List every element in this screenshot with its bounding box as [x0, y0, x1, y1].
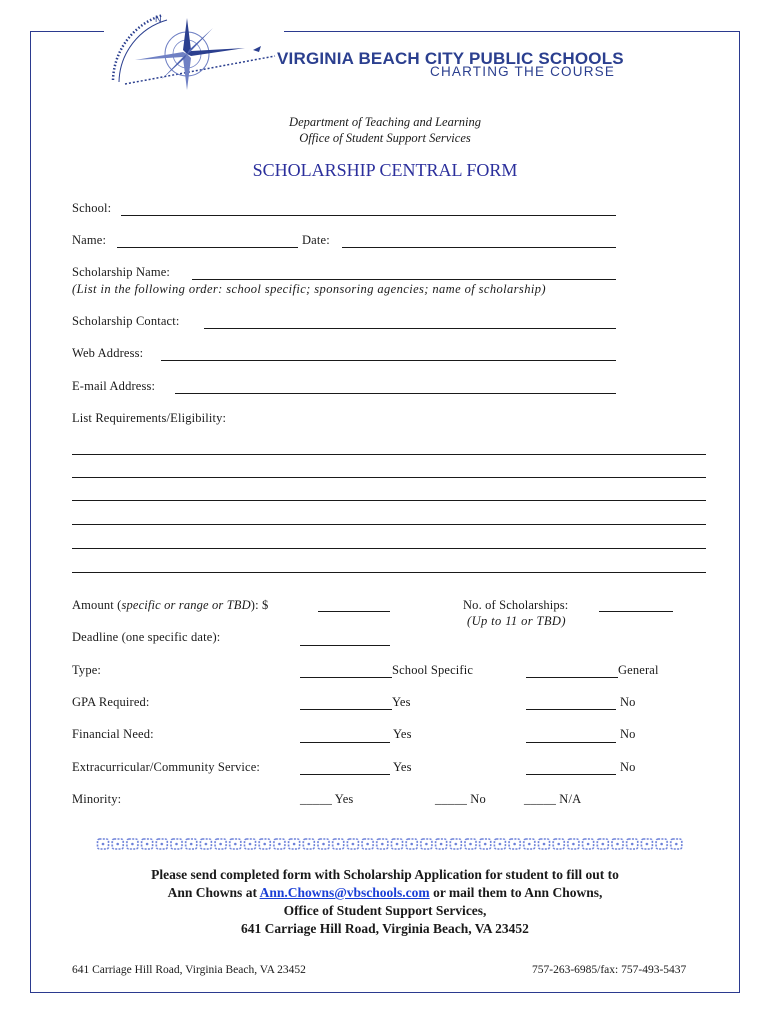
no-scholarships-note: (Up to 11 or TBD)	[467, 614, 566, 628]
financial-need-label: Financial Need:	[72, 727, 154, 741]
instructions-line-2-pre: Ann Chowns at	[167, 885, 260, 900]
instructions-line-4: 641 Carriage Hill Road, Virginia Beach, VA 23452	[241, 921, 529, 936]
type-general-blank[interactable]	[526, 677, 618, 678]
extracurricular-yes-blank[interactable]	[300, 774, 390, 775]
scholarship-name-field[interactable]	[192, 279, 616, 280]
instructions-line-1: Please send completed form with Scholarship Application for student to fill out to	[151, 867, 619, 882]
gpa-yes-blank[interactable]	[300, 709, 392, 710]
type-school-specific-blank[interactable]	[300, 677, 392, 678]
type-school-specific-option: School Specific	[392, 663, 474, 677]
deadline-field[interactable]	[300, 645, 390, 646]
requirements-label: List Requirements/Eligibility:	[72, 411, 227, 425]
minority-yes-option[interactable]: _____ Yes	[300, 792, 354, 806]
form-title: SCHOLARSHIP CENTRAL FORM	[252, 160, 518, 180]
school-label: School:	[72, 201, 112, 215]
no-scholarships-label: No. of Scholarships:	[463, 598, 569, 612]
org-tagline: CHARTING THE COURSE	[430, 64, 616, 79]
financial-yes-blank[interactable]	[300, 742, 390, 743]
contact-email-link[interactable]: Ann.Chowns@vbschools.com	[259, 885, 430, 900]
email-address-field[interactable]	[175, 393, 616, 394]
name-field[interactable]	[117, 247, 298, 248]
footer-phone: 757-263-6985/fax: 757-493-5437	[532, 964, 687, 976]
requirements-line-6[interactable]	[72, 572, 706, 573]
instructions-line-2-post: or mail them to Ann Chowns,	[429, 885, 603, 900]
type-general-option: General	[618, 663, 659, 677]
gpa-yes-option: Yes	[392, 695, 411, 709]
requirements-line-5[interactable]	[72, 548, 706, 549]
instructions-line-3: Office of Student Support Services,	[283, 903, 487, 918]
footer-address: 641 Carriage Hill Road, Virginia Beach, VA 23452	[72, 964, 306, 976]
gpa-no-blank[interactable]	[526, 709, 616, 710]
department-line-1: Department of Teaching and Learning	[289, 115, 481, 129]
gpa-label: GPA Required:	[72, 695, 150, 709]
amount-label-prefix: Amount (	[72, 598, 122, 612]
web-address-label: Web Address:	[72, 346, 144, 360]
compass-logo-icon	[105, 10, 285, 90]
amount-label-italic: specific or range or TBD	[121, 598, 251, 612]
school-field[interactable]	[121, 215, 616, 216]
name-label: Name:	[72, 233, 107, 247]
financial-no-blank[interactable]	[526, 742, 616, 743]
date-field[interactable]	[342, 247, 616, 248]
requirements-line-1[interactable]	[72, 454, 706, 455]
minority-no-option[interactable]: _____ No	[435, 792, 486, 806]
instructions-line-2	[0, 884, 770, 902]
amount-field[interactable]	[318, 611, 390, 612]
requirements-line-3[interactable]	[72, 500, 706, 501]
compass-north-label: N	[155, 14, 162, 24]
submission-instructions	[0, 866, 770, 938]
scholarship-contact-label: Scholarship Contact:	[72, 314, 180, 328]
extracurricular-label: Extracurricular/Community Service:	[72, 760, 261, 774]
financial-yes-option: Yes	[393, 727, 412, 741]
web-address-field[interactable]	[161, 360, 616, 361]
department-line-2: Office of Student Support Services	[299, 131, 471, 145]
extracurricular-yes-option: Yes	[393, 760, 412, 774]
extracurricular-no-blank[interactable]	[526, 774, 616, 775]
deadline-label: Deadline (one specific date):	[72, 630, 221, 644]
financial-no-option: No	[620, 727, 636, 741]
amount-label	[72, 598, 268, 613]
minority-label: Minority:	[72, 792, 122, 806]
amount-label-suffix: ): $	[250, 598, 269, 612]
minority-na-option[interactable]: _____ N/A	[524, 792, 582, 806]
requirements-line-4[interactable]	[72, 524, 706, 525]
page-border-top-left	[30, 31, 104, 32]
type-label: Type:	[72, 663, 102, 677]
no-scholarships-field[interactable]	[599, 611, 673, 612]
extracurricular-no-option: No	[620, 760, 636, 774]
scholarship-name-label: Scholarship Name:	[72, 265, 171, 279]
department-heading	[0, 114, 770, 146]
email-address-label: E-mail Address:	[72, 379, 156, 393]
scholarship-name-note: (List in the following order: school specific; sponsoring agencies; name of scholarship)	[72, 282, 546, 296]
requirements-line-2[interactable]	[72, 477, 706, 478]
date-label: Date:	[302, 233, 330, 247]
page-border-bottom	[30, 992, 740, 993]
decorative-divider	[96, 837, 684, 851]
org-name: VIRGINIA BEACH CITY PUBLIC SCHOOLS	[277, 49, 624, 68]
scholarship-contact-field[interactable]	[204, 328, 616, 329]
page-border-top-right	[284, 31, 740, 32]
gpa-no-option: No	[620, 695, 636, 709]
